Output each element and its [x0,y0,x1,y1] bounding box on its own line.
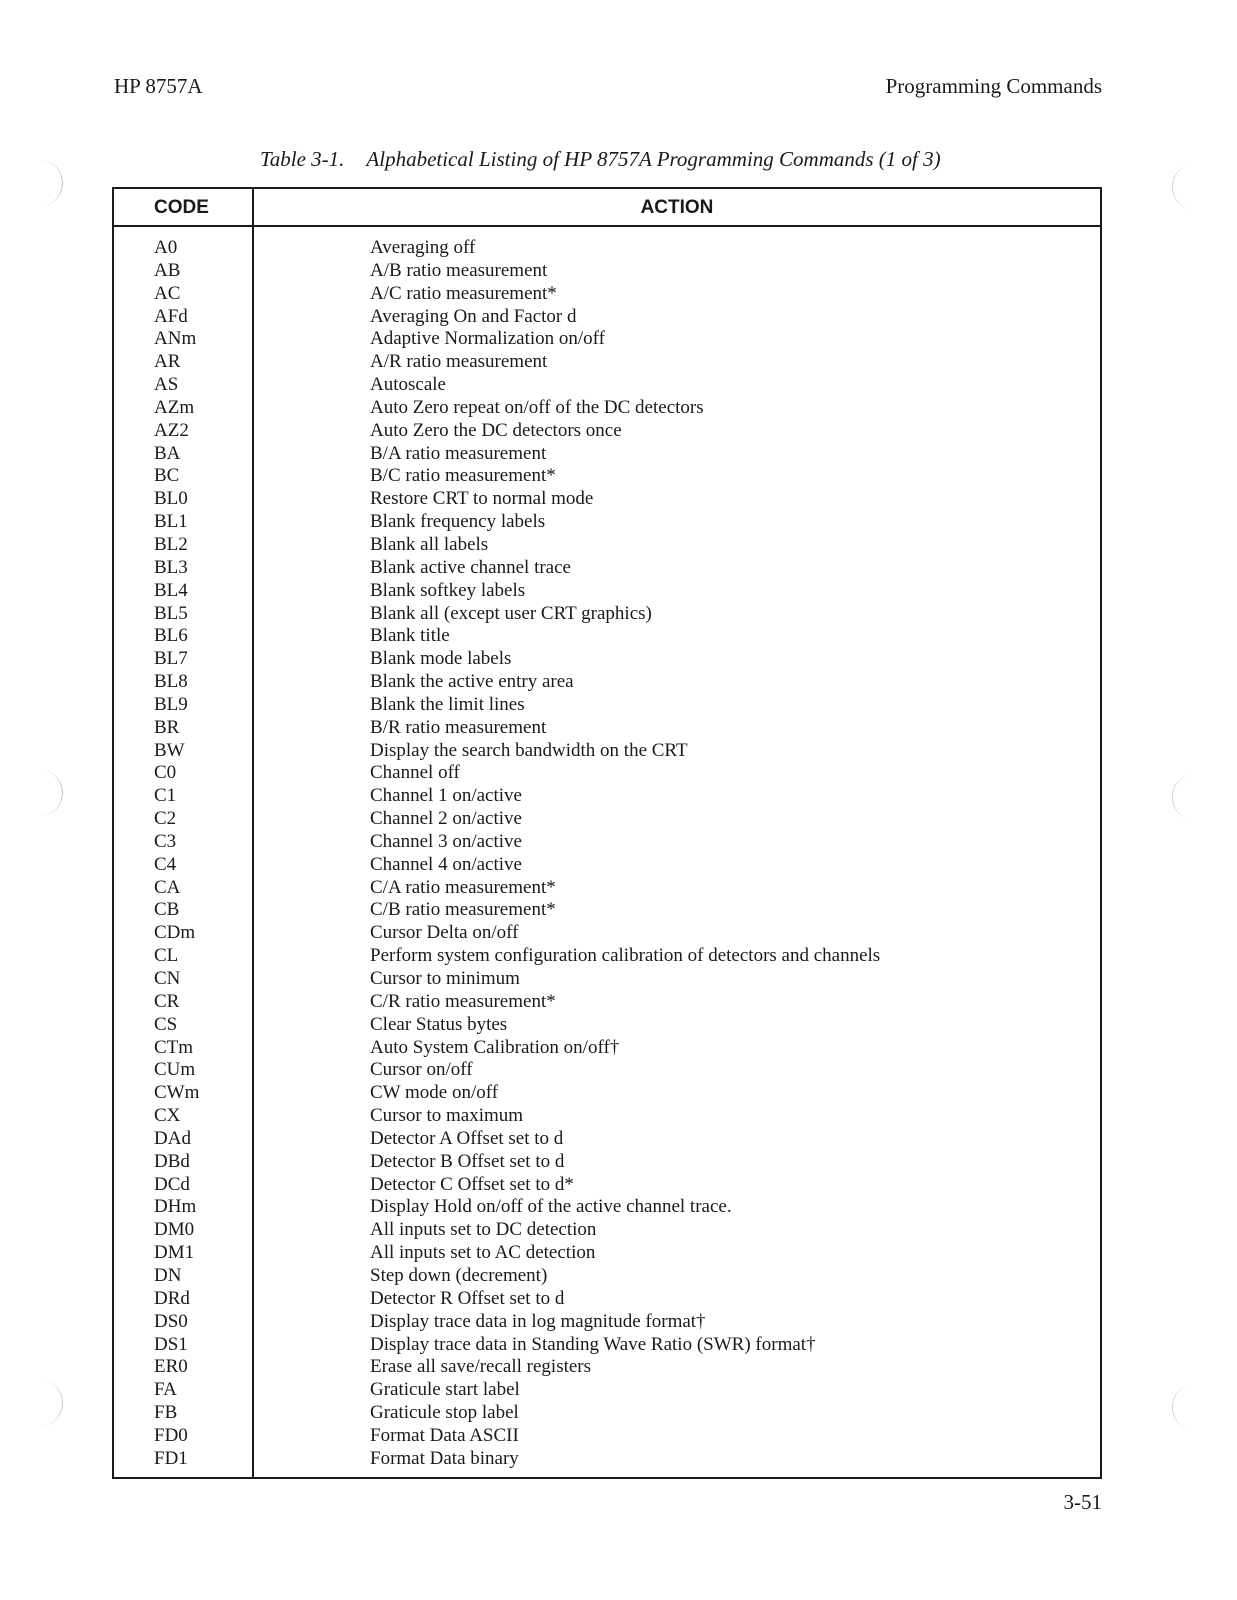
header-divider [114,225,1100,227]
command-code: C1 [154,785,177,807]
command-action: Detector R Offset set to d [370,1287,565,1309]
table-row [114,808,1100,831]
command-code: BL5 [154,602,188,624]
table-row [114,283,1100,306]
table-row [114,443,1100,466]
command-action: Blank softkey labels [370,579,526,601]
command-action: Cursor Delta on/off [370,922,519,944]
table-row [114,1174,1100,1197]
command-action: Display trace data in log magnitude format† [370,1310,706,1332]
command-code: CB [154,899,180,921]
command-code: BL3 [154,556,188,578]
table-row [114,511,1100,534]
command-action: Display Hold on/off of the active channel trace. [370,1196,732,1218]
command-action: B/A ratio measurement [370,442,547,464]
table-row [114,603,1100,626]
binder-hole-mark [24,160,63,206]
command-action: Blank title [370,625,450,647]
command-action: Cursor to minimum [370,968,520,989]
command-code: ANm [154,328,197,350]
command-code: DM1 [154,1242,195,1264]
command-action: Graticule start label [370,1379,520,1401]
table-row [114,1219,1100,1242]
column-header-action: ACTION [640,197,714,218]
command-action: Detector A Offset set to d [370,1127,564,1149]
command-code: AFd [154,305,188,327]
command-action: A/R ratio measurement [370,351,548,373]
table-row [114,1379,1100,1402]
command-action: Blank mode labels [370,648,512,670]
table-row [114,671,1100,694]
command-code: C0 [154,762,177,784]
command-action: Graticule stop label [370,1402,519,1424]
command-action: Auto System Calibration on/off† [370,1036,620,1058]
command-action: Cursor on/off [370,1059,473,1081]
table-row [114,831,1100,854]
command-action: A/C ratio measurement* [370,282,557,304]
command-code: BL9 [154,693,188,715]
table-row [114,1059,1100,1082]
command-code: BL2 [154,533,188,555]
command-action: C/R ratio measurement* [370,990,556,1012]
table-row [114,465,1100,488]
command-code: DS0 [154,1310,188,1332]
table-row [114,1105,1100,1128]
command-action: Autoscale [370,374,446,396]
binder-hole-mark [24,1380,63,1426]
table-row [114,328,1100,351]
table-body [114,237,1100,1471]
command-code: AC [154,282,181,304]
command-code: BL0 [154,488,188,510]
command-code: BR [154,716,180,738]
table-row [114,306,1100,329]
page-number: 3-51 [1063,1490,1102,1514]
command-code: CX [154,1105,181,1127]
table-row [114,1311,1100,1334]
table-row [114,534,1100,557]
command-code: DAd [154,1127,191,1149]
command-code: DN [154,1264,182,1286]
command-code: CDm [154,922,196,944]
command-code: BL8 [154,671,188,693]
command-action: Restore CRT to normal mode [370,488,594,510]
command-action: C/B ratio measurement* [370,899,556,921]
column-header-code: CODE [154,197,209,218]
command-code: AZ2 [154,419,189,441]
command-action: Auto Zero repeat on/off of the DC detectors [370,396,704,418]
command-code: BL1 [154,511,188,533]
table-row [114,854,1100,877]
binder-hole-mark [1172,775,1193,819]
table-caption [260,147,941,172]
command-code: AB [154,259,181,281]
command-action: Erase all save/recall registers [370,1356,592,1378]
command-code: DM0 [154,1219,195,1241]
command-action: Format Data ASCII [370,1424,519,1446]
table-row [114,1014,1100,1037]
table-row [114,1128,1100,1151]
table-row [114,717,1100,740]
command-code: DRd [154,1287,190,1309]
command-code: C3 [154,830,177,852]
table-row [114,1334,1100,1357]
command-action: Cursor to maximum [370,1105,524,1127]
command-code: CR [154,990,180,1012]
running-header-section: Programming Commands [885,74,1102,98]
command-code: BL6 [154,625,188,647]
command-action: Detector C Offset set to d* [370,1173,574,1195]
table-row [114,580,1100,603]
command-code: AR [154,351,181,373]
command-action: Auto Zero the DC detectors once [370,419,622,441]
command-action: Display trace data in Standing Wave Ratio (SWR) format† [370,1333,816,1355]
table-row [114,374,1100,397]
command-action: Blank active channel trace [370,556,571,578]
table-row [114,237,1100,260]
command-action: Channel 1 on/active [370,785,522,807]
table-row [114,740,1100,763]
command-code: BW [154,739,185,761]
binder-hole-mark [1172,165,1193,209]
table-row [114,488,1100,511]
command-action: Averaging On and Factor d [370,305,577,327]
command-action: A/B ratio measurement [370,259,548,281]
table-row [114,1288,1100,1311]
table-row [114,968,1100,991]
command-code: AS [154,374,179,396]
command-code: DHm [154,1196,197,1218]
command-code: AZm [154,396,195,418]
command-action: Channel 2 on/active [370,808,522,830]
table-row [114,762,1100,785]
command-action: Channel 3 on/active [370,830,522,852]
table-row [114,922,1100,945]
table-row [114,260,1100,283]
command-action: Display the search bandwidth on the CRT [370,739,688,761]
command-code: BA [154,442,181,464]
command-code: CUm [154,1059,196,1081]
table-row [114,1242,1100,1265]
command-code: ER0 [154,1356,188,1378]
command-code: C2 [154,808,177,830]
command-code: CL [154,945,179,967]
table-row [114,1425,1100,1448]
table-row [114,785,1100,808]
table-row [114,1265,1100,1288]
command-code: FB [154,1402,178,1424]
command-code: DS1 [154,1333,188,1355]
command-action: Step down (decrement) [370,1264,548,1286]
table-row [114,420,1100,443]
table-row [114,877,1100,900]
table-row [114,1196,1100,1219]
table-caption-title: Alphabetical Listing of HP 8757A Programming Commands (1 of 3) [366,147,941,171]
command-code: FD1 [154,1447,188,1469]
table-row [114,557,1100,580]
command-action: Blank the active entry area [370,671,574,693]
command-action: B/R ratio measurement [370,716,547,738]
table-row [114,1151,1100,1174]
command-action: Channel off [370,762,460,784]
table-row [114,1402,1100,1425]
table-row [114,648,1100,671]
running-header-model: HP 8757A [114,74,203,98]
command-code: BC [154,465,180,487]
command-action: C/A ratio measurement* [370,876,556,898]
table-row [114,1082,1100,1105]
command-code: C4 [154,853,177,875]
command-action: Blank all labels [370,533,489,555]
table-row [114,397,1100,420]
command-code: CN [154,968,181,989]
table-row [114,945,1100,968]
command-action: Clear Status bytes [370,1013,508,1035]
command-action: Blank frequency labels [370,511,546,533]
command-code: CA [154,876,181,898]
table-row [114,991,1100,1014]
command-code: FD0 [154,1424,188,1446]
command-code: FA [154,1379,177,1401]
command-code: CS [154,1013,178,1035]
table-row [114,1037,1100,1060]
command-action: All inputs set to DC detection [370,1219,597,1241]
command-action: Averaging off [370,237,476,258]
command-action: Detector B Offset set to d [370,1150,565,1172]
command-code: DCd [154,1173,190,1195]
table-row [114,694,1100,717]
command-code: DBd [154,1150,190,1172]
table-row [114,625,1100,648]
binder-hole-mark [24,770,63,816]
command-code: CTm [154,1036,194,1058]
command-action: Channel 4 on/active [370,853,522,875]
table-caption-label: Table 3-1. [260,147,345,171]
command-action: B/C ratio measurement* [370,465,556,487]
command-code: A0 [154,237,178,258]
command-action: Blank all (except user CRT graphics) [370,602,652,624]
table-row [114,351,1100,374]
command-code: BL4 [154,579,188,601]
command-action: Blank the limit lines [370,693,525,715]
table-row [114,1356,1100,1379]
command-action: All inputs set to AC detection [370,1242,596,1264]
command-action: Perform system configuration calibration of detectors and channels [370,945,881,967]
binder-hole-mark [1172,1385,1193,1429]
command-action: Adaptive Normalization on/off [370,328,605,350]
command-action: Format Data binary [370,1447,519,1469]
command-code: CWm [154,1082,200,1104]
table-row [114,1448,1100,1471]
commands-table [112,187,1102,1479]
command-code: BL7 [154,648,188,670]
command-action: CW mode on/off [370,1082,499,1104]
table-row [114,899,1100,922]
